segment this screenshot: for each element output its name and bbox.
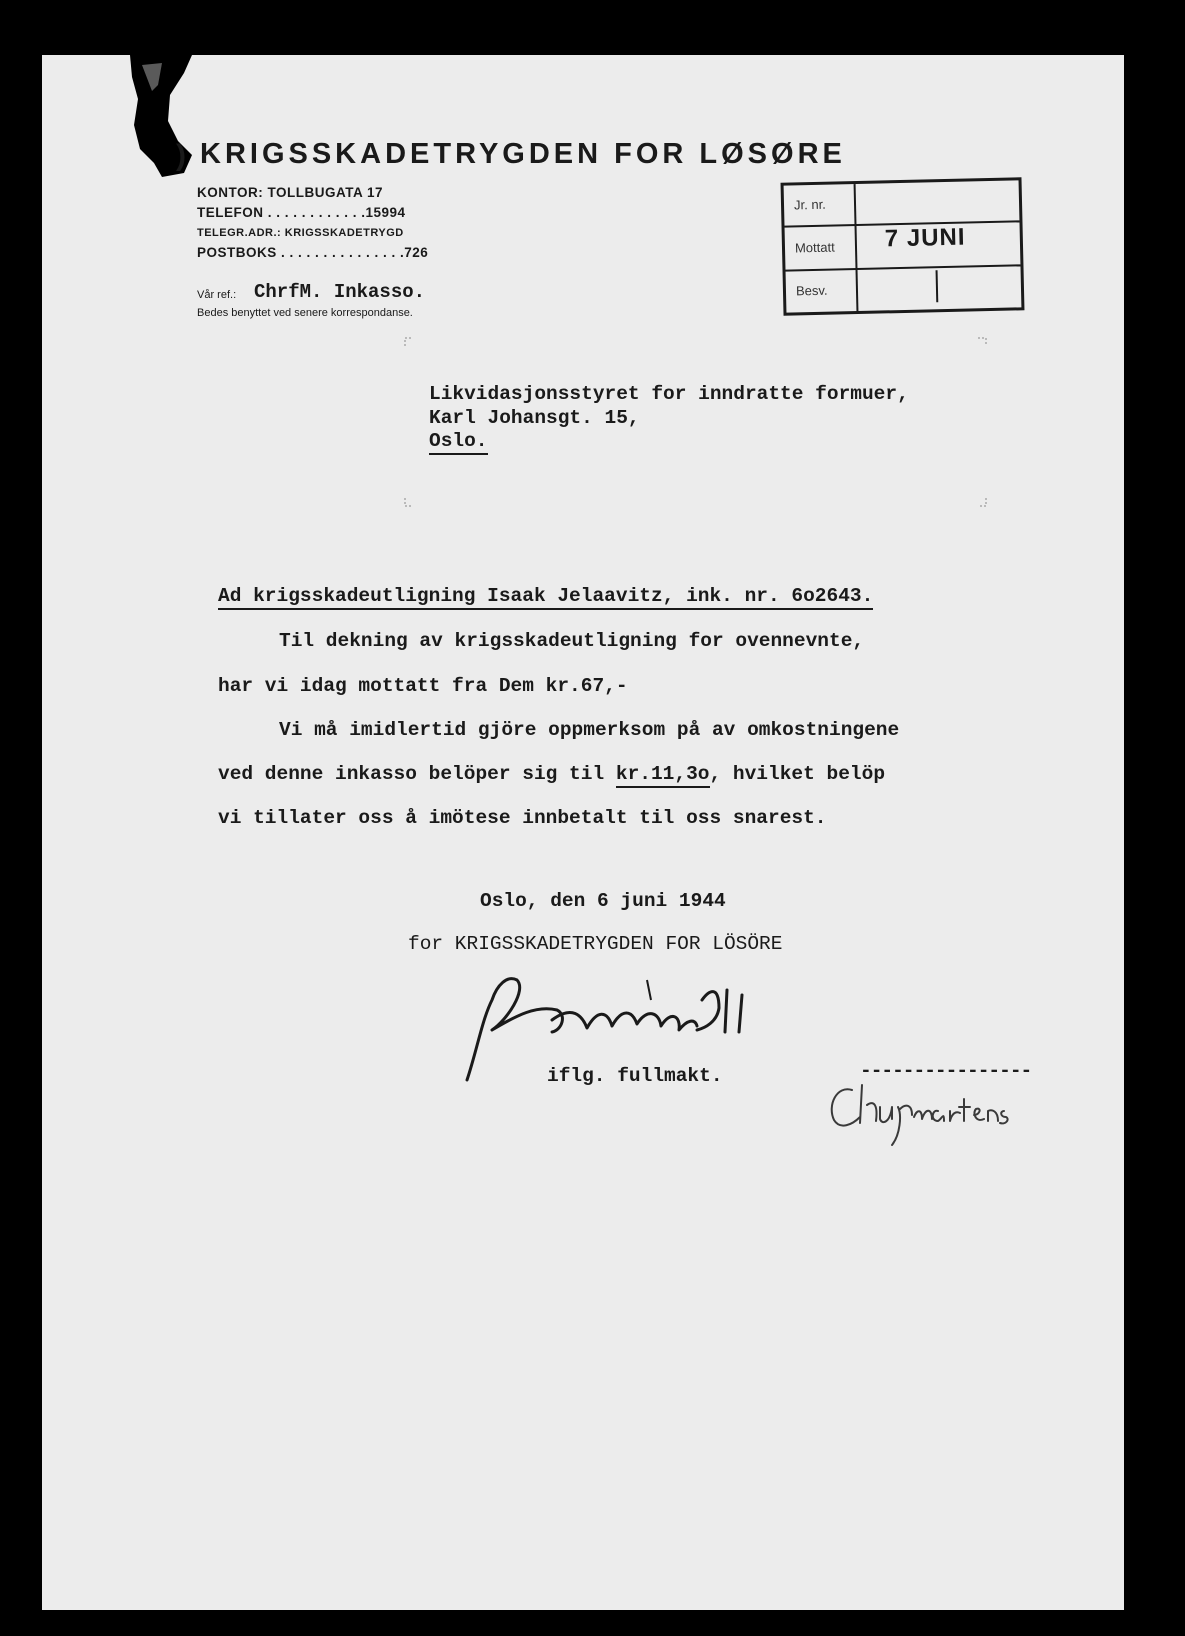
envelope-mark-tr: [977, 337, 987, 347]
envelope-mark-br: [977, 497, 987, 507]
paragraph-1-line-1: Til dekning av krigsskadeutligning for ovennevnte,: [279, 630, 865, 652]
letterhead-telegr: TELEGR.ADR.: KRIGSSKADETRYGD: [197, 227, 404, 239]
ref-note: Bedes benyttet ved senere korrespondanse.: [197, 307, 413, 319]
stamp-label-jrnr: Jr. nr.: [793, 196, 826, 213]
stamp-date: 7 JUNI: [884, 223, 966, 253]
cost-amount: kr.11,3o: [616, 763, 710, 788]
stamp-tick-line: [936, 270, 939, 302]
paragraph-1-line-2: har vi idag mottatt fra Dem kr.67,-: [218, 675, 628, 697]
received-stamp: [781, 177, 1025, 315]
stamp-label-besv: Besv.: [795, 282, 828, 299]
addressee-line-2: Karl Johansgt. 15,: [429, 407, 640, 429]
letterhead-kontor: KONTOR: TOLLBUGATA 17: [197, 185, 383, 200]
stamp-label-mottatt: Mottatt: [794, 239, 835, 256]
envelope-mark-tl: [404, 337, 414, 347]
paragraph-2-line-2: [218, 763, 885, 785]
ref-label: Vår ref.:: [197, 289, 237, 301]
authority-note: iflg. fullmakt.: [547, 1065, 723, 1087]
letter-page: [42, 55, 1124, 1610]
letterhead-org-name: KRIGSSKADETRYGDEN FOR LØSØRE: [200, 138, 846, 170]
paragraph-2-line-3: vi tillater oss å imötese innbetalt til oss snarest.: [218, 807, 827, 829]
envelope-mark-bl: [404, 497, 414, 507]
addressee-line-3: Oslo.: [429, 430, 488, 455]
closing-for-line: for KRIGSSKADETRYGDEN FOR LÖSÖRE: [408, 933, 783, 955]
subject-line: Ad krigsskadeutligning Isaak Jelaavitz, ink. nr. 6o2643.: [218, 585, 873, 610]
paragraph-2-text-a: ved denne inkasso belöper sig til: [218, 763, 616, 785]
letterhead-bracket: ): [176, 139, 186, 172]
initial-signature: [822, 1075, 1032, 1150]
ref-value: ChrfM. Inkasso.: [254, 281, 426, 303]
paragraph-2-text-b: , hvilket belöp: [709, 763, 886, 785]
signature-dash-line: ----------------: [860, 1060, 1032, 1082]
place-date: Oslo, den 6 juni 1944: [480, 890, 726, 912]
letterhead-postboks: POSTBOKS . . . . . . . . . . . . . . .726: [197, 245, 429, 260]
letterhead-telefon: TELEFON . . . . . . . . . . . .15994: [197, 205, 406, 220]
addressee-line-1: Likvidasjonsstyret for inndratte formuer,: [429, 383, 909, 405]
paragraph-2-line-1: Vi må imidlertid gjöre oppmerksom på av omkostningene: [279, 719, 900, 741]
